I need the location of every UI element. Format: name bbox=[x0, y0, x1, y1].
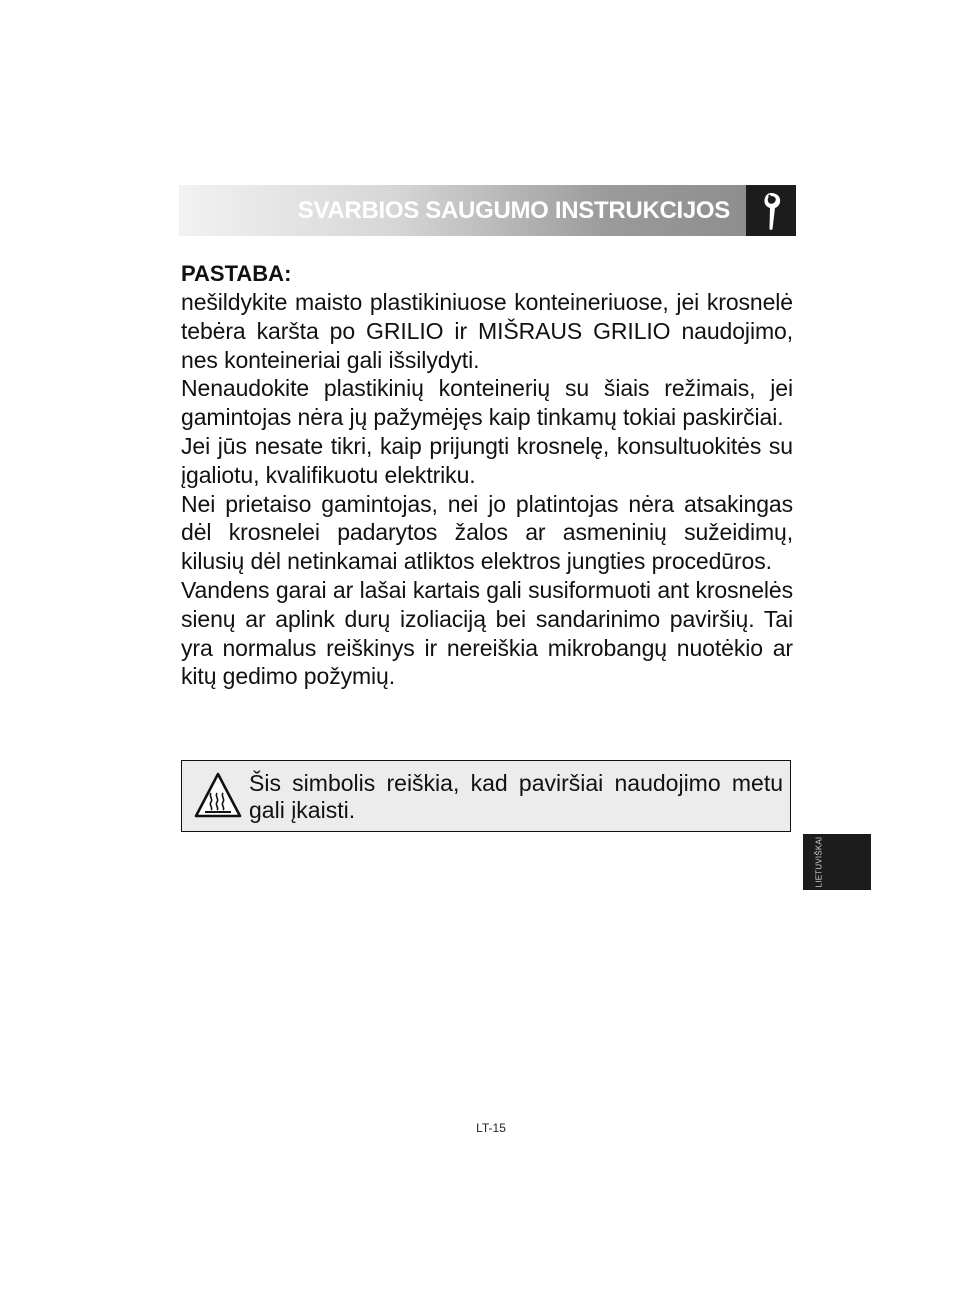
language-tab-label: LIETUVIŠKAI bbox=[814, 836, 824, 888]
note-heading: PASTABA: bbox=[181, 261, 292, 286]
wrench-icon bbox=[758, 191, 784, 231]
note-paragraph: Vandens garai ar lašai kartais gali susiformuoti ant krosnelės sienų ar aplink durų izoliaciją bei sandarinimo paviršių. Tai yra normalus reiškinys ir nereiškia mikrobangų nuotėkio ar kitų gedimo požymių. bbox=[181, 576, 793, 690]
hot-surface-warning-box bbox=[181, 760, 791, 832]
section-header bbox=[179, 185, 796, 236]
note-paragraph: Jei jūs nesate tikri, kaip prijungti krosnelę, konsultuokitės su įgaliotu, kvalifikuotu elektriku. bbox=[181, 432, 793, 488]
language-tab bbox=[803, 834, 871, 890]
header-icon-box bbox=[746, 185, 796, 236]
hot-surface-warning-icon bbox=[193, 771, 243, 821]
warning-text: Šis simbolis reiškia, kad paviršiai naudojimo metu gali įkaisti. bbox=[249, 770, 783, 823]
note-paragraph: nešildykite maisto plastikiniuose konteineriuose, jei krosnelė tebėra karšta po GRILIO ir MIŠRAUS GRILIO naudojimo, nes konteineriai gali išsilydyti. bbox=[181, 289, 793, 373]
note-section bbox=[181, 259, 793, 691]
page-number: LT-15 bbox=[476, 1121, 506, 1135]
note-paragraph: Nenaudokite plastikinių konteinerių su šiais režimais, jei gamintojas nėra jų pažymėjęs kaip tinkamų tokiai paskirčiai. bbox=[181, 375, 793, 431]
section-title: SVARBIOS SAUGUMO INSTRUKCIJOS bbox=[297, 197, 730, 224]
note-paragraph: Nei prietaiso gamintojas, nei jo platintojas nėra atsakingas dėl krosnelei padarytos žalos ar asmeninių sužeidimų, kilusių dėl netinkamai atliktos elektros jungties procedūros. bbox=[181, 490, 793, 575]
